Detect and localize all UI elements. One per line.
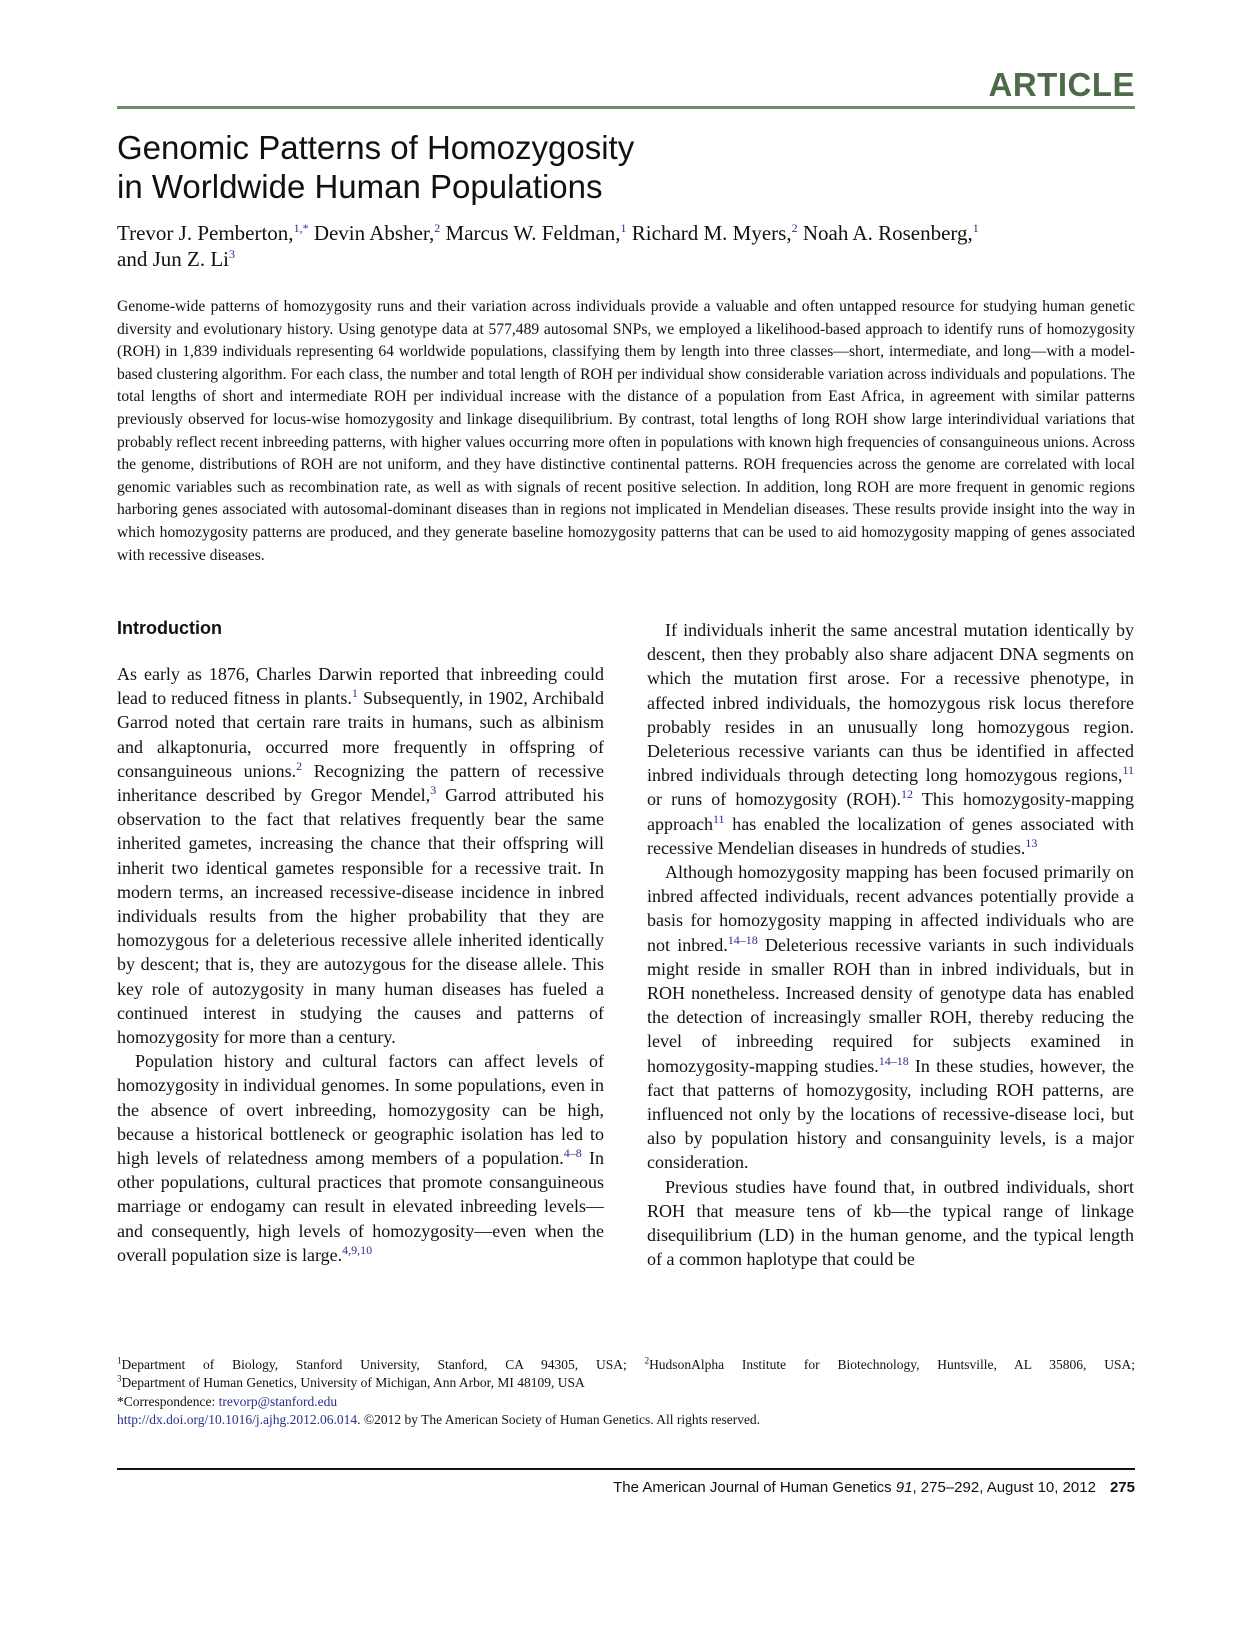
right-column xyxy=(647,618,1134,1271)
author-list xyxy=(117,220,1135,272)
citation-ref[interactable]: 2 xyxy=(296,758,303,773)
header-rule xyxy=(117,106,1135,109)
journal-volume: 91 xyxy=(895,1479,913,1496)
citation-ref[interactable]: 4,9,10 xyxy=(342,1242,373,1257)
correspondence-label: *Correspondence: xyxy=(117,1393,219,1409)
title-line-2: in Worldwide Human Populations xyxy=(117,168,603,205)
paragraph xyxy=(117,662,604,1049)
footer-rule xyxy=(117,1468,1135,1470)
article-page xyxy=(117,0,1135,1632)
citation-ref[interactable]: 4–8 xyxy=(563,1146,582,1161)
article-title xyxy=(117,128,817,206)
text-run: Although homozygosity mapping has been focused primarily on inbred affected individuals, recent advances potentially provide a basis for homozygosity mapping in affected individuals who are not inbred. xyxy=(647,862,1134,955)
text-run: has enabled the localization of genes associated with recessive Mendelian diseases in hundreds of studies. xyxy=(647,813,1134,858)
text-run: Population history and cultural factors can affect levels of homozygosity in individual genomes. In some populations, even in the absence of overt inbreeding, homozygosity can be high, because a historical bottleneck or geographic isolation has led to high levels of relatedness among members of a population. xyxy=(117,1051,604,1169)
paragraph xyxy=(117,1049,604,1267)
citation-ref[interactable]: 1 xyxy=(351,686,358,701)
affiliations xyxy=(117,1356,1135,1374)
citation-ref[interactable]: 13 xyxy=(1025,835,1038,850)
correspondence-email-link[interactable]: trevorp@stanford.edu xyxy=(218,1393,338,1409)
citation-ref[interactable]: 11 xyxy=(1122,763,1134,778)
text-run: Garrod attributed his observation to the fact that relatives frequently bear the same inherited gametes, increasing the chance that their offspring will inherit two identical gametes responsible for a recessive trait. In modern terms, an increased recessive-disease incidence in inbred individuals results from the higher probability that they are homozygous for a deleterious recessive allele inherited identically by descent; that is, they are autozygous for the disease allele. This key role of autozygosity in many human diseases has fueled a continued interest in studying the causes and patterns of homozygosity for more than a century. xyxy=(117,785,604,1048)
paragraph xyxy=(647,860,1134,1175)
journal-name: The American Journal of Human Genetics xyxy=(613,1479,896,1496)
affiliation-ref[interactable]: 3 xyxy=(228,247,235,261)
text-run: Subsequently, in 1902, Archibald Garrod noted that certain rare traits in humans, such as albinism and alkaptonuria, occurred more frequently in offspring of consanguineous unions. xyxy=(117,688,605,781)
affiliation-ref[interactable]: 2 xyxy=(791,221,798,235)
text-run: or runs of homozygosity (ROH). xyxy=(647,789,902,810)
affiliation-ref[interactable]: 1 xyxy=(620,221,627,235)
text-run: In these studies, however, the fact that patterns of homozygosity, including ROH patterns, are influenced not only by the locations of recessive-disease loci, but also by population history and consanguinity levels, is a major consideration. xyxy=(647,1055,1134,1173)
author-name: Richard M. Myers, xyxy=(626,221,792,245)
author-name: Trevor J. Pemberton, xyxy=(117,221,294,245)
author-name: Marcus W. Feldman, xyxy=(440,221,621,245)
text-run: In other populations, cultural practices that promote consanguineous marriage or endogamy can result in elevated inbreeding levels—and consequently, high levels of homozygosity—even when the overall population size is large. xyxy=(117,1148,605,1265)
citation-ref[interactable]: 3 xyxy=(430,783,437,798)
citation-ref[interactable]: 14–18 xyxy=(878,1053,909,1068)
page-number: 275 xyxy=(1109,1479,1135,1496)
affiliation: Department of Human Genetics, University of Michigan, Ann Arbor, MI 48109, USA xyxy=(121,1375,585,1391)
author-name: Devin Absher, xyxy=(308,221,435,245)
affiliation-number: 1 xyxy=(117,1355,122,1366)
copyright-notice: . ©2012 by The American Society of Human Genetics. All rights reserved. xyxy=(357,1412,761,1428)
doi-line xyxy=(117,1411,1135,1429)
doi-link[interactable]: http://dx.doi.org/10.1016/j.ajhg.2012.06.014 xyxy=(117,1412,358,1428)
affiliation-ref[interactable]: 2 xyxy=(434,221,441,235)
citation-ref[interactable]: 14–18 xyxy=(727,932,758,947)
text-run: If individuals inherit the same ancestral mutation identically by descent, then they probably also share adjacent DNA segments on which the mutation first arose. For a recessive phenotype, in affected inbred individuals, the homozygous risk locus therefore probably resides in an unusually long homozygous region. Deleterious recessive variants can thus be identified in affected inbred individuals through detecting long homozygous regions, xyxy=(647,620,1134,786)
affiliation: HudsonAlpha Institute for Biotechnology, Huntsville, AL 35806, USA; xyxy=(649,1357,1135,1372)
article-type-label: ARTICLE xyxy=(988,66,1135,103)
abstract: Genome-wide patterns of homozygosity runs and their variation across individuals provide a valuable and often untapped resource for studying human genetic diversity and evolutionary history. Using genotype data at 577,489 autosomal SNPs, we employed a likelihood-based approach to identify runs of homozygosity (ROH) in 1,839 individuals representing 64 worldwide populations, classifying them by length into three classes—short, intermediate, and long—with a model-based clustering algorithm. For each class, the number and total length of ROH per individual show considerable variation across individuals and populations. The total lengths of short and intermediate ROH per individual increase with the distance of a population from East Africa, in agreement with similar patterns previously observed for locus-wise homozygosity and linkage disequilibrium. By contrast, total lengths of long ROH show large interindividual variations that probably reflect recent inbreeding patterns, with higher values occurring more often in populations with known high frequencies of consanguineous unions. Across the genome, distributions of ROH are not uniform, and they have distinctive continental patterns. ROH frequencies across the genome are correlated with local genomic variables such as recombination rate, as well as with signals of recent positive selection. In addition, long ROH are more frequent in genomic regions harboring genes associated with autosomal-dominant diseases than in regions not implicated in Mendelian diseases. These results provide insight into the way in which homozygosity patterns are produced, and they generate baseline homozygosity patterns that can be used to aid homozygosity mapping of genes associated with recessive diseases. xyxy=(117,298,1135,564)
text-run: As early as 1876, Charles Darwin reported that inbreeding could lead to reduced fitness in plants. xyxy=(117,664,604,709)
affiliation-ref[interactable]: 1,* xyxy=(293,221,309,235)
affiliation: Department of Biology, Stanford University, Stanford, CA 94305, USA; xyxy=(121,1357,645,1372)
citation-ref[interactable]: 12 xyxy=(901,787,914,802)
section-heading: Introduction xyxy=(117,618,222,638)
author-name: and Jun Z. Li xyxy=(117,247,229,271)
text-run: This homozygosity-mapping approach xyxy=(647,789,1134,834)
text-run: Recognizing the pattern of recessive inheritance described by Gregor Mendel, xyxy=(117,760,604,806)
author-name: Noah A. Rosenberg, xyxy=(797,221,973,245)
affiliation-line xyxy=(117,1374,1135,1392)
left-column xyxy=(117,616,604,1267)
citation-ref[interactable]: 11 xyxy=(712,811,725,826)
title-line-1: Genomic Patterns of Homozygosity xyxy=(117,129,635,166)
paragraph: Previous studies have found that, in outbred individuals, short ROH that measure tens of kb—the typical range of linkage disequilibrium (LD) in the human genome, and the typical length of a common haplotype that could be xyxy=(647,1176,1134,1270)
text-run: Deleterious recessive variants in such individuals might reside in smaller ROH than in inbred individuals, but in ROH nonetheless. Increased density of genotype data has enabled the detection of increasingly smaller ROH, thereby reducing the level of inbreeding required for subjects examined in homozygosity-mapping studies. xyxy=(647,934,1134,1076)
footnotes xyxy=(117,1356,1135,1430)
correspondence xyxy=(117,1393,1135,1411)
paragraph xyxy=(647,618,1134,860)
affiliation-number: 3 xyxy=(117,1373,122,1384)
affiliation-number: 2 xyxy=(644,1355,650,1366)
affiliation-ref[interactable]: 1 xyxy=(972,221,979,235)
page-footer xyxy=(613,1478,1135,1498)
journal-pages-date: , 275–292, August 10, 2012 xyxy=(912,1479,1096,1496)
